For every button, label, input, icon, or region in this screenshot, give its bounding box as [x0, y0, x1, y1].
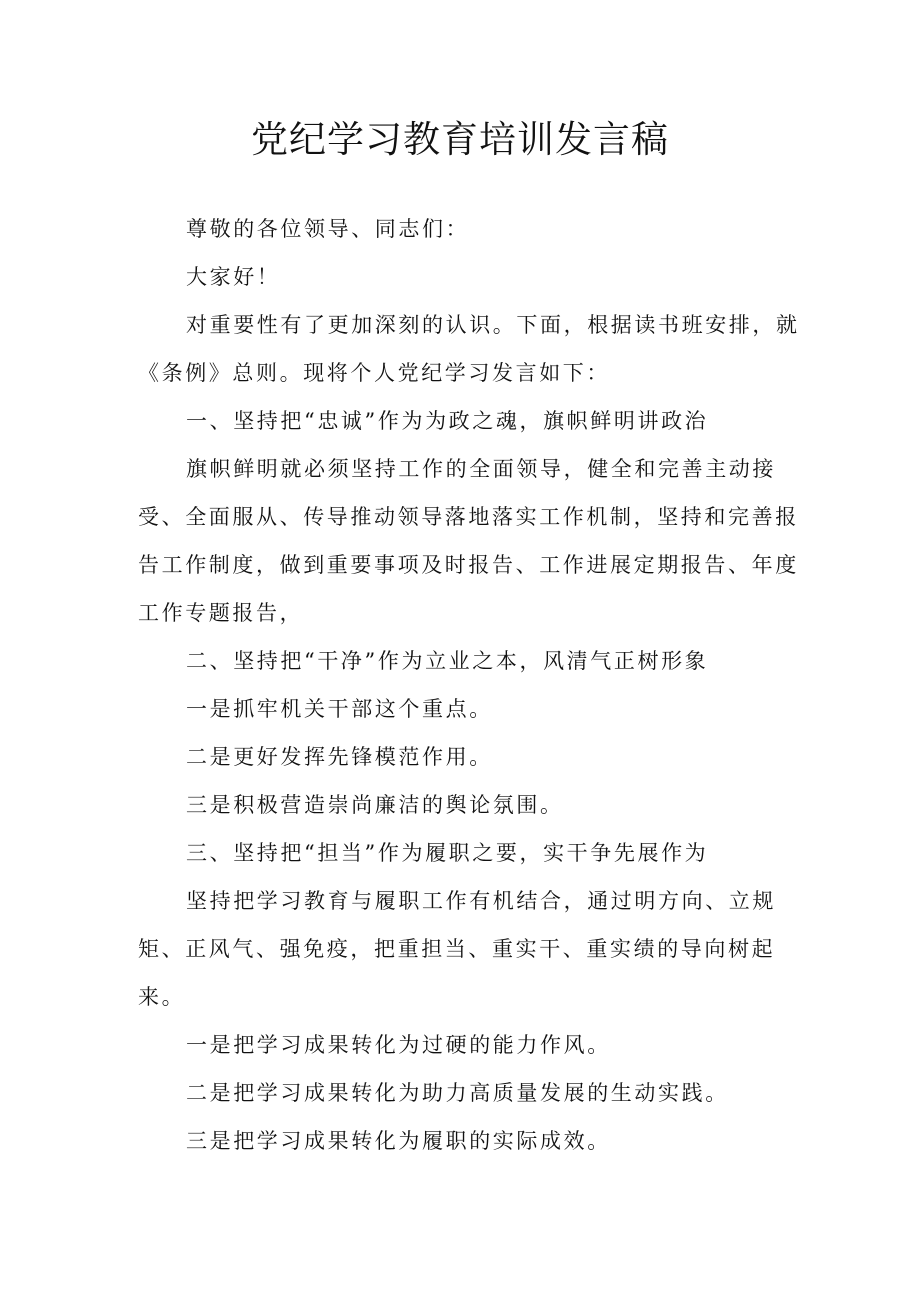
paragraph-section-1: 旗帜鲜明就必须坚持工作的全面领导，健全和完善主动接受、全面服从、传导推动领导落地落实工作机制，坚持和完善报告工作制度，做到重要事项及时报告、工作进展定期报告、年度工作专题报告， [138, 457, 799, 625]
list-item-2-2: 二是更好发挥先锋模范作用。 [186, 745, 493, 769]
section-heading-1: 一、坚持把“忠诚”作为为政之魂，旗帜鲜明讲政治 [186, 409, 709, 433]
list-item-3-1: 一是把学习成果转化为过硬的能力作风。 [186, 1033, 611, 1057]
section-heading-3: 三、坚持把“担当”作为履职之要，实干争先展作为 [186, 841, 709, 865]
paragraph-section-3: 坚持把学习教育与履职工作有机结合，通过明方向、立规矩、正风气、强免疫，把重担当、重实干、重实绩的导向树起来。 [138, 889, 776, 1009]
list-item-2-1: 一是抓牢机关干部这个重点。 [186, 697, 493, 721]
list-item-2-3: 三是积极营造崇尚廉洁的舆论氛围。 [186, 793, 564, 817]
paragraph-salutation: 尊敬的各位领导、同志们： [186, 217, 470, 241]
section-heading-2: 二、坚持把“干净”作为立业之本，风清气正树形象 [186, 649, 709, 673]
paragraph-intro: 对重要性有了更加深刻的认识。下面，根据读书班安排，就《条例》总则。现将个人党纪学习发言如下： [138, 313, 800, 385]
document-title: 党纪学习教育培训发言稿 [251, 118, 669, 161]
document-body [138, 205, 808, 1165]
list-item-3-2: 二是把学习成果转化为助力高质量发展的生动实践。 [186, 1081, 729, 1105]
paragraph-greeting: 大家好！ [186, 265, 281, 289]
list-item-3-3: 三是把学习成果转化为履职的实际成效。 [186, 1129, 611, 1153]
